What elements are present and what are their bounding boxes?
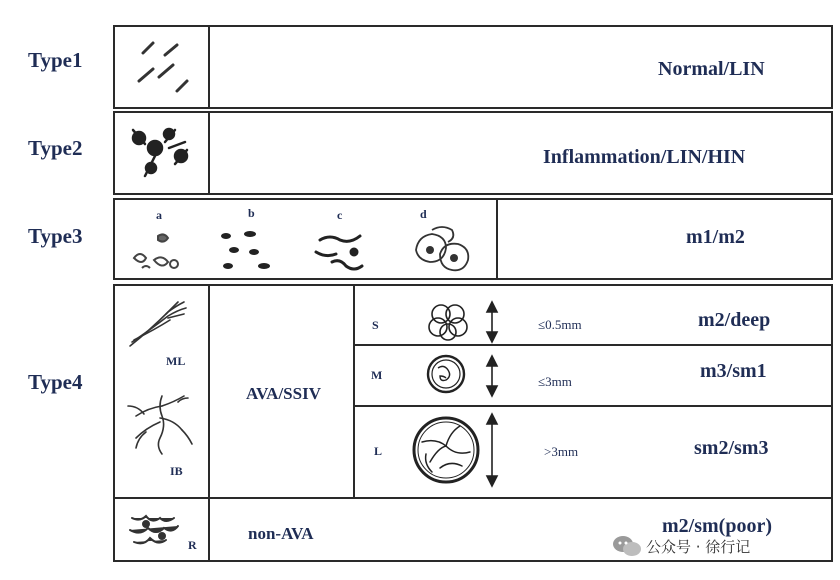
type1-capillary-icon	[125, 35, 200, 100]
type3-label: Type3	[28, 224, 83, 248]
size-code-l: L	[374, 444, 383, 458]
non-ava-label: non-AVA	[248, 524, 314, 543]
size-code-m: M	[371, 368, 383, 382]
ava-label: AVA/SSIV	[246, 384, 321, 403]
ib-vessel-icon	[122, 392, 198, 456]
type4-col1-divider	[208, 284, 210, 562]
watermark-text: 公众号 · 徐行记	[646, 538, 751, 556]
s-size-arrow-icon	[484, 302, 500, 342]
type3-divider	[496, 198, 498, 280]
type3-sub-a: a	[156, 208, 162, 222]
type4-m-l-divider	[353, 405, 833, 407]
type1-divider	[208, 25, 210, 109]
type2-capillary-icon	[125, 120, 200, 185]
type4-col2-divider	[353, 284, 355, 498]
m-ava-icon	[424, 352, 468, 396]
type1-diagnosis: Normal/LIN	[658, 58, 765, 80]
type4-s-diagnosis: m2/deep	[698, 309, 771, 331]
type3d-capillary-icon	[410, 222, 476, 278]
wechat-icon	[612, 534, 642, 558]
type4-r-diagnosis: m2/sm(poor)	[662, 515, 772, 537]
l-ava-icon	[410, 412, 482, 488]
type3c-capillary-icon	[310, 226, 374, 276]
r-label: R	[188, 538, 197, 552]
type4-m-diagnosis: m3/sm1	[700, 360, 767, 382]
type3a-capillary-icon	[128, 228, 188, 274]
ib-label: IB	[170, 464, 183, 478]
ml-vessel-icon	[124, 296, 194, 356]
type2-label: Type2	[28, 136, 83, 160]
type3-sub-c: c	[337, 208, 343, 222]
type3-sub-d: d	[420, 207, 427, 221]
type4-label: Type4	[28, 370, 83, 394]
size-range-m: ≤3mm	[538, 374, 572, 389]
size-range-l: >3mm	[544, 444, 579, 459]
type3-sub-b: b	[248, 206, 255, 220]
type2-divider	[208, 111, 210, 195]
ml-label: ML	[166, 354, 186, 368]
s-ava-icon	[424, 300, 472, 342]
size-range-s: ≤0.5mm	[538, 317, 582, 332]
m-size-arrow-icon	[484, 356, 500, 396]
type3b-capillary-icon	[214, 226, 278, 276]
type4-s-m-divider	[353, 344, 833, 346]
type3-diagnosis: m1/m2	[686, 226, 745, 248]
r-vessel-icon	[126, 508, 182, 552]
size-code-s: S	[372, 318, 379, 332]
type1-label: Type1	[28, 48, 83, 72]
type4-l-diagnosis: sm2/sm3	[694, 437, 769, 459]
l-size-arrow-icon	[484, 414, 500, 486]
type4-r-divider	[113, 497, 833, 499]
type2-diagnosis: Inflammation/LIN/HIN	[543, 146, 746, 168]
